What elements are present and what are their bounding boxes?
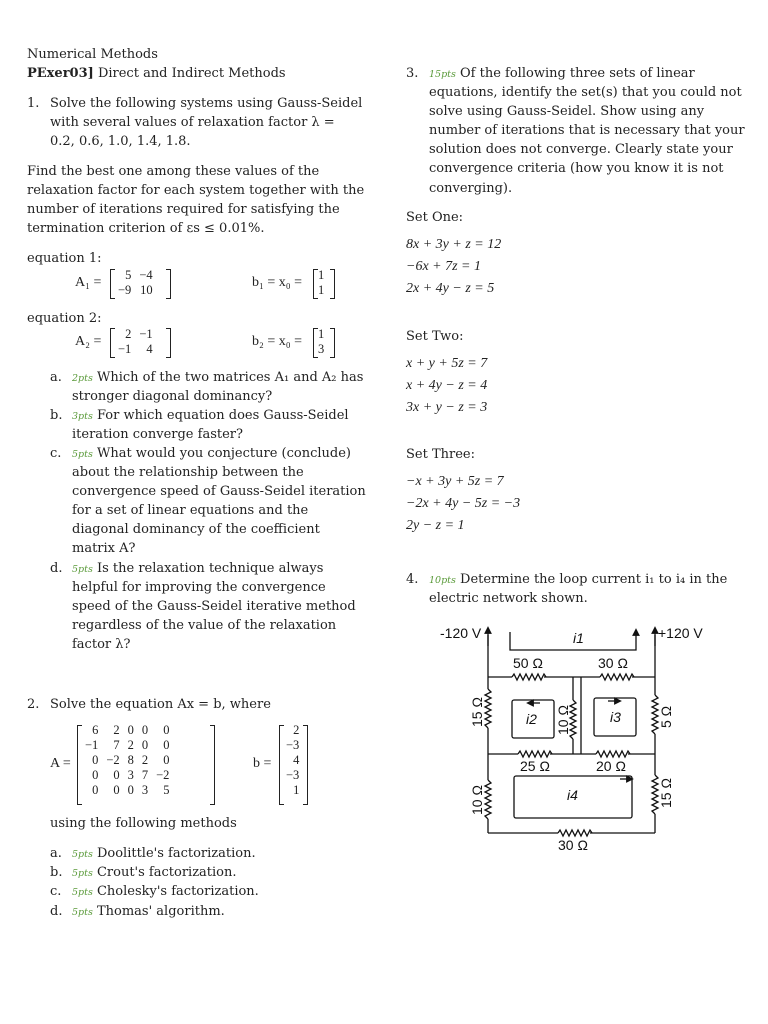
q2-using: using the following methods: [50, 816, 237, 831]
q4-number: 4.: [406, 572, 419, 587]
q2-method-letter: c.: [50, 884, 62, 899]
resistor-10-left: [485, 780, 491, 819]
r10-mid-label: 10 Ω: [555, 705, 571, 735]
q3-text-line: 15pts Of the following three sets of linear: [429, 66, 695, 81]
set-two-title: Set Two:: [406, 329, 464, 344]
resistor-30-top: [600, 674, 634, 680]
set-two-eq: x + y + 5z = 7: [406, 356, 488, 371]
matrix-A: 6 2 0 0 0 −1 7 2 0 0 0 −2 8 2 0 0 0 3 7 −2 0 0 0 3 5: [77, 723, 173, 798]
q2-method-letter: a.: [50, 846, 62, 861]
vector-b2: 1 3: [313, 327, 328, 357]
b1-label: b₁ = x₀ =: [252, 275, 303, 290]
q3-text-line: equations, identify the set(s) that you could not: [429, 85, 742, 100]
q2-number: 2.: [27, 697, 40, 712]
resistor-30-bottom: [558, 830, 592, 836]
r15-right-label: 15 Ω: [658, 778, 674, 808]
q1-part-d: 5pts Is the relaxation technique always: [72, 561, 324, 576]
i2-label: i2: [526, 711, 537, 727]
exercise-code: PExer03]: [27, 66, 94, 81]
A-label: A =: [50, 756, 71, 771]
i3-label: i3: [610, 709, 621, 725]
q1-text-line: 0.2, 0.6, 1.0, 1.4, 1.8.: [50, 134, 191, 149]
q1-part-a: 2pts Which of the two matrices A₁ and A₂ has: [72, 370, 364, 385]
q4-text-line: 10pts Determine the loop current i₁ to i₄ in the: [429, 572, 728, 587]
q1-text-line: Solve the following systems using Gauss-Seidel: [50, 96, 363, 111]
q1-part-line: regardless of the value of the relaxation: [72, 618, 337, 633]
q1-para-line: relaxation factor for each system together with the: [27, 183, 365, 198]
resistor-15-left: [485, 689, 491, 728]
set-three-eq: −2x + 4y − 5z = −3: [406, 496, 521, 511]
q3-text-line: solve using Gauss-Seidel. Show using any: [429, 104, 705, 119]
b-label: b =: [253, 756, 272, 771]
q1-number: 1.: [27, 96, 40, 111]
q4-text-line: electric network shown.: [429, 591, 588, 606]
r20-label: 20 Ω: [596, 758, 626, 774]
q1-para-line: termination criterion of εs ≤ 0.01%.: [27, 221, 265, 236]
equation2-label: equation 2:: [27, 311, 102, 326]
q3-text-line: solution does not converge. Clearly state your: [429, 142, 733, 157]
set-three-eq: −x + 3y + 5z = 7: [406, 474, 504, 489]
b2-label: b₂ = x₀ =: [252, 334, 303, 349]
q1-part-line: helpful for improving the convergence: [72, 580, 326, 595]
r50-label: 50 Ω: [513, 655, 543, 671]
q1-part-line: diagonal dominancy of the coefficient: [72, 522, 320, 537]
left-voltage-label: -120 V: [440, 625, 482, 641]
set-one-eq: 8x + 3y + z = 12: [406, 237, 502, 252]
q1-part-line: convergence speed of Gauss-Seidel iteration: [72, 484, 366, 499]
r5-label: 5 Ω: [658, 705, 674, 728]
q1-part-letter: c.: [50, 446, 62, 461]
q3-text-line: converging).: [429, 181, 513, 196]
q1-part-letter: a.: [50, 370, 62, 385]
i1-label: i1: [573, 630, 584, 646]
q2-method: 5pts Crout's factorization.: [72, 865, 237, 880]
set-three-eq: 2y − z = 1: [406, 518, 465, 533]
course-name: Numerical Methods: [27, 47, 158, 62]
q1-part-line: for a set of linear equations and the: [72, 503, 309, 518]
q1-part-line: iteration converge faster?: [72, 427, 243, 442]
q2-method-letter: d.: [50, 904, 63, 919]
q1-part-line: stronger diagonal dominancy?: [72, 389, 273, 404]
q1-part-line: matrix A?: [72, 541, 136, 556]
q1-part-line: factor λ?: [72, 637, 131, 652]
q2-method: 5pts Thomas' algorithm.: [72, 904, 225, 919]
set-two-eq: x + 4y − z = 4: [406, 378, 488, 393]
set-three-title: Set Three:: [406, 447, 475, 462]
q1-text-line: with several values of relaxation factor λ =: [50, 115, 335, 130]
A2-label: A₂ =: [75, 334, 102, 349]
vector-b1: 1 1: [313, 268, 328, 298]
q3-number: 3.: [406, 66, 419, 81]
i4-label: i4: [567, 787, 578, 803]
r30-bottom-label: 30 Ω: [558, 837, 588, 853]
q2-method: 5pts Doolittle's factorization.: [72, 846, 256, 861]
q1-part-letter: b.: [50, 408, 63, 423]
q3-text-line: number of iterations that is necessary that your: [429, 123, 745, 138]
set-one-eq: −6x + 7z = 1: [406, 259, 482, 274]
equation1-label: equation 1:: [27, 251, 102, 266]
q1-para-line: Find the best one among these values of the: [27, 164, 320, 179]
q1-part-letter: d.: [50, 561, 63, 576]
q1-part-c: 5pts What would you conjecture (conclude): [72, 446, 351, 461]
r15-left-label: 15 Ω: [469, 697, 485, 727]
vector-b: 2 −3 4 −3 1: [279, 723, 303, 798]
q1-para-line: number of iterations required for satisfying the: [27, 202, 340, 217]
set-one-title: Set One:: [406, 210, 464, 225]
r25-label: 25 Ω: [520, 758, 550, 774]
resistor-50: [512, 674, 546, 680]
r30-top-label: 30 Ω: [598, 655, 628, 671]
r10-left-label: 10 Ω: [469, 785, 485, 815]
q1-part-b: 3pts For which equation does Gauss-Seidel: [72, 408, 349, 423]
set-one-eq: 2x + 4y − z = 5: [406, 281, 495, 296]
q1-part-line: speed of the Gauss-Seidel iterative method: [72, 599, 356, 614]
q3-text-line: convergence criteria (how you know it is not: [429, 161, 724, 176]
right-voltage-label: +120 V: [658, 625, 703, 641]
set-two-eq: 3x + y − z = 3: [406, 400, 488, 415]
matrix-A1: 5 −4 −9 10: [110, 268, 157, 298]
resistor-20: [596, 751, 630, 757]
resistor-25: [518, 751, 552, 757]
q2-method: 5pts Cholesky's factorization.: [72, 884, 259, 899]
matrix-A2: 2 −1 −1 4: [110, 327, 157, 357]
exercise-title: Direct and Indirect Methods: [97, 66, 286, 81]
A1-label: A₁ =: [75, 275, 102, 290]
q1-part-line: about the relationship between the: [72, 465, 304, 480]
q2-text: Solve the equation Ax = b, where: [50, 697, 271, 712]
q2-method-letter: b.: [50, 865, 63, 880]
